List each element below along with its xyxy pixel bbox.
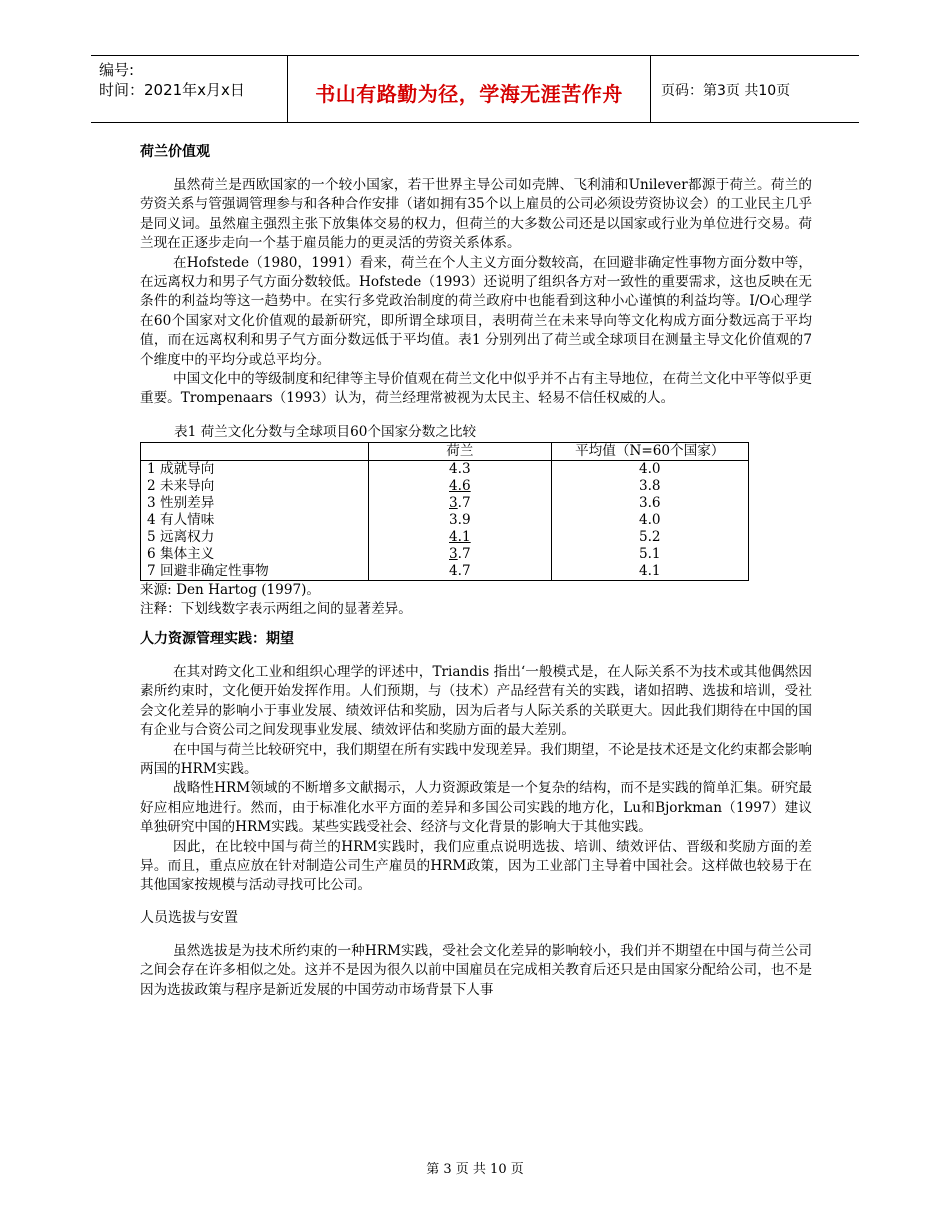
dimension-label: 6 集体主义 <box>141 546 369 563</box>
section-title-selection: 人员选拔与安置 <box>140 909 238 926</box>
page-header <box>91 55 859 123</box>
netherlands-score: 4.1 <box>369 529 551 546</box>
table-row <box>141 495 749 512</box>
table-header-row <box>141 442 749 460</box>
dimension-label: 2 未来导向 <box>141 478 369 495</box>
table-header-cell: 平均值（N=60个国家） <box>551 442 748 460</box>
table-caption: 表1 荷兰文化分数与全球项目60个国家分数之比较 <box>174 423 477 440</box>
document-body <box>140 142 812 1000</box>
section-title-dutch-values: 荷兰价值观 <box>140 144 210 160</box>
dimension-label: 5 远离权力 <box>141 529 369 546</box>
dimension-label: 4 有人情味 <box>141 512 369 529</box>
average-score: 5.2 <box>551 529 748 546</box>
netherlands-score: 3.7 <box>369 495 551 512</box>
table-note: 注释：下划线数字表示两组之间的显著差异。 <box>140 600 412 617</box>
paragraph: 在中国与荷兰比较研究中，我们期望在所有实践中发现差异。我们期望，不论是技术还是文化约束都会影响两国的HRM实践。 <box>140 741 812 777</box>
average-score: 3.8 <box>551 478 748 495</box>
average-score: 4.1 <box>551 563 748 581</box>
header-motto-box <box>287 56 651 122</box>
netherlands-score: 4.7 <box>369 563 551 581</box>
paragraph: 虽然荷兰是西欧国家的一个较小国家，若干世界主导公司如壳牌、飞利浦和Unilever都源于荷兰。荷兰的劳资关系与管强调管理参与和各种合作安排（诸如拥有35个以上雇员的公司必须设劳资协议会）的工业民主几乎是同义词。虽然雇主强烈主张下放集体交易的权力，但荷兰的大多数公司还是以国家或行业为单位进行交易。荷兰现在正逐步走向一个基于雇员能力的更灵活的劳资关系体系。 <box>140 177 812 252</box>
table-row <box>141 546 749 563</box>
paragraph: 在Hofstede（1980，1991）看来，荷兰在个人主义方面分数较高，在回避非确定性事物方面分数中等，在远离权力和男子气方面分数较低。Hofstede（1993）还说明了组织各方对一致性的重要需求，这也反映在无条件的利益均等这一趋势中。在实行多党政治制度的荷兰政府中也能看到这种小心谨慎的利益均等。I/O心理学在60个国家对文化价值观的最新研究，即所谓全球项目，表明荷兰在未来导向等文化构成方面分数远高于平均值，而在远离权利和男子气方面分数远低于平均值。表1 分别列出了荷兰或全球项目在测量主导文化价值观的7个维度中的平均分或总平均分。 <box>140 254 812 368</box>
table-row <box>141 529 749 546</box>
header-page-info: 页码：第3页 共10页 <box>661 83 791 99</box>
paragraph: 战略性HRM领域的不断增多文献揭示，人力资源政策是一个复杂的结构，而不是实践的简单汇集。研究最好应相应地进行。然而，由于标准化水平方面的差异和多国公司实践的地方化，Lu和Bjorkman（1997）建议单独研究中国的HRM实践。某些实践受社会、经济与文化背景的影响大于其他实践。 <box>140 780 812 836</box>
average-score: 4.0 <box>551 460 748 478</box>
table-row <box>141 460 749 478</box>
table-header-cell: 荷兰 <box>369 442 551 460</box>
average-score: 3.6 <box>551 495 748 512</box>
table-row <box>141 478 749 495</box>
paragraph: 在其对跨文化工业和组织心理学的评述中，Triandis 指出‘一般模式是，在人际关系不为技术或其他偶然因素所约束时，文化便开始发挥作用。人们预期，与（技术）产品经营有关的实践，诸如招聘、选拔和培训，受社会文化差异的影响小于事业发展、绩效评估和奖励，因为后者与人际关系的关联更大。因此我们期待在中国的国有企业与合资公司之间发现事业发展、绩效评估和奖励方面的最大差别。 <box>140 663 812 739</box>
paragraph: 因此，在比较中国与荷兰的HRM实践时，我们应重点说明选拔、培训、绩效评估、晋级和奖励方面的差异。而且，重点应放在针对制造公司生产雇员的HRM政策，因为工业部门主导着中国社会。这样做也较易于在其他国家按规模与活动寻找可比公司。 <box>140 838 812 894</box>
page-footer: 第 3 页 共 10 页 <box>426 1162 524 1177</box>
paragraph: 中国文化中的等级制度和纪律等主导价值观在荷兰文化中似乎并不占有主导地位，在荷兰文化中平等似乎更重要。Trompenaars（1993）认为，荷兰经理常被视为太民主、轻易不信任权威的人。 <box>140 371 812 407</box>
paragraph: 虽然选拔是为技术所约束的一种HRM实践，受社会文化差异的影响较小，我们并不期望在中国与荷兰公司之间会存在许多相似之处。这并不是因为很久以前中国雇员在完成相关教育后还只是由国家分配给公司，也不是因为选拔政策与程序是新近发展的中国劳动市场背景下人事 <box>140 942 812 998</box>
average-score: 5.1 <box>551 546 748 563</box>
table-row <box>141 563 749 581</box>
time-label: 时间：2021年x月x日 <box>99 81 245 99</box>
culture-score-table <box>140 442 749 581</box>
table-source: 来源: Den Hartog (1997)。 <box>140 581 321 598</box>
dimension-label: 3 性别差异 <box>141 495 369 512</box>
netherlands-score: 4.6 <box>369 478 551 495</box>
section-title-hrm-expectations: 人力资源管理实践：期望 <box>140 630 294 647</box>
dimension-label: 1 成就导向 <box>141 460 369 478</box>
header-motto: 书山有路勤为径，学海无涯苦作舟 <box>315 82 623 106</box>
header-meta <box>99 60 245 100</box>
dimension-label: 7 回避非确定性事物 <box>141 563 369 581</box>
table-row <box>141 512 749 529</box>
average-score: 4.0 <box>551 512 748 529</box>
netherlands-score: 3.7 <box>369 546 551 563</box>
number-label: 编号: <box>99 61 135 79</box>
table-header-cell <box>141 442 369 460</box>
netherlands-score: 3.9 <box>369 512 551 529</box>
netherlands-score: 4.3 <box>369 460 551 478</box>
